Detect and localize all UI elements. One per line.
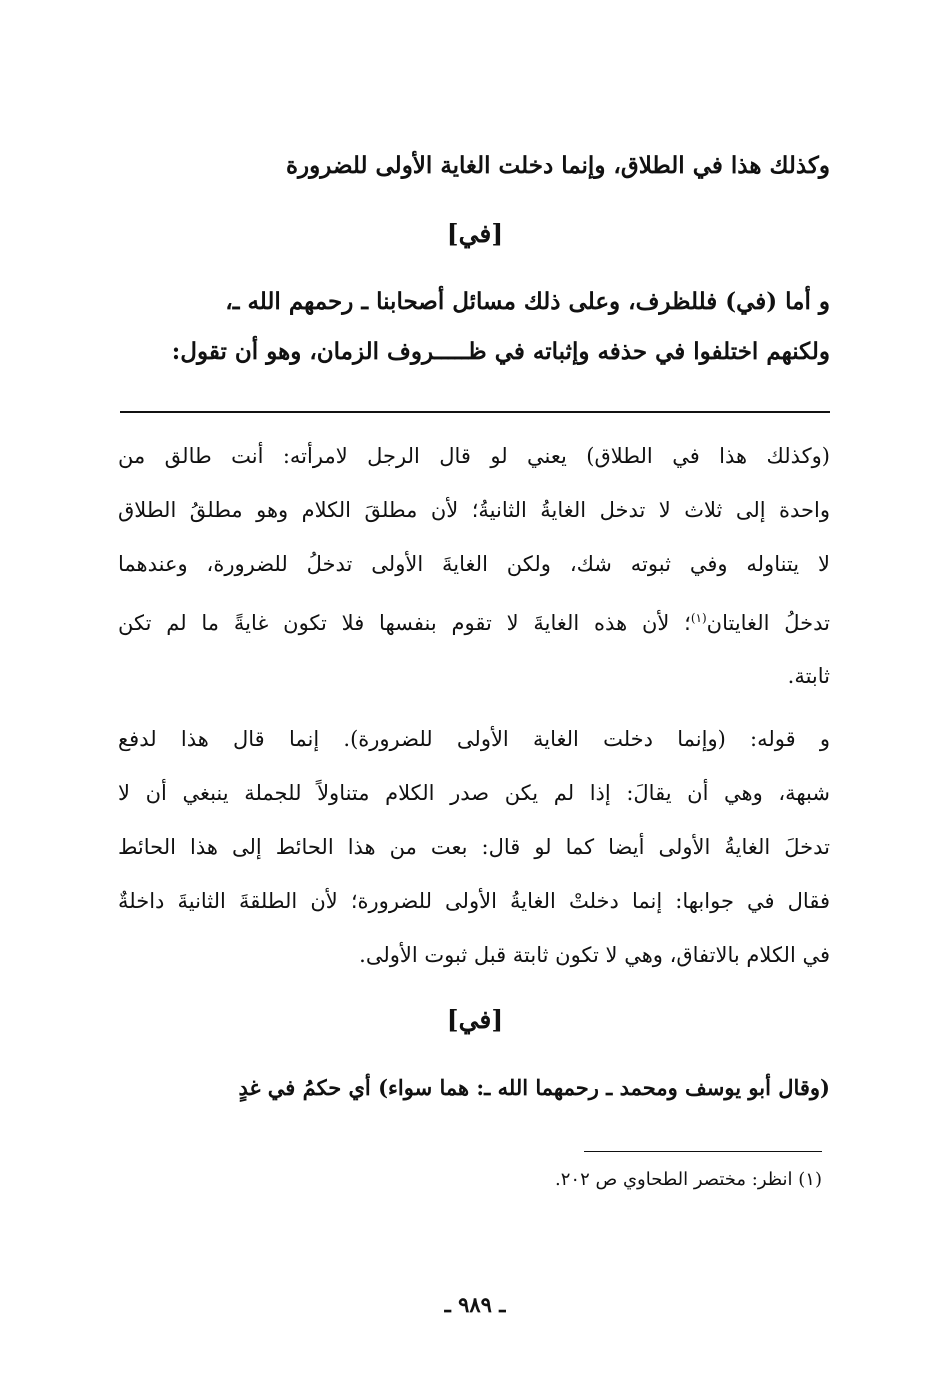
commentary-line: (وقال أبو يوسف ومحمد ـ رحمهما الله ـ: هما سواء) أي حكمُ في غدٍ — [238, 1075, 830, 1100]
commentary-text: تدخلُ الغايتان — [706, 611, 830, 635]
commentary-line: و قوله: (وإنما دخلت الغاية الأولى للضرورة). إنما قال هذا لدفع — [118, 727, 830, 751]
commentary-line: (وكذلك هذا في الطلاق) يعني لو قال الرجل لامرأته: أنت طالق من — [118, 444, 830, 468]
section-heading-fi: [في] — [446, 1005, 504, 1034]
commentary-line: واحدة إلى ثلاث لا تدخل الغايةُ الثانيةُ؛ لأن مطلقَ الكلام وهو مطلقُ الطلاق — [118, 498, 830, 522]
main-text-separator — [120, 411, 830, 413]
commentary-line: فقال في جوابها: إنما دخلتْ الغايةُ الأولى للضرورة؛ لأن الطلقةَ الثانيةَ داخلةٌ — [118, 889, 830, 913]
main-text-line-1: وكذلك هذا في الطلاق، وإنما دخلت الغاية الأولى للضرورة — [285, 152, 830, 179]
main-text-line-2: و أما (في) فللظرف، وعلى ذلك مسائل أصحابنا ـ رحمهم الله ـ، — [225, 288, 830, 315]
footnote-separator — [584, 1151, 822, 1152]
commentary-line: تدخلَ الغايةُ الأولى أيضا كما لو قال: بعت من هذا الحائط إلى هذا الحائط — [118, 835, 830, 859]
commentary-line: شبهة، وهي أن يقالَ: إذا لم يكن صدر الكلام متناولاً للجملة ينبغي أن لا — [118, 781, 830, 805]
main-text-line-3: ولكنهم اختلفوا في حذفه وإثباته في ظـــــروف الزمان، وهو أن تقول: — [171, 338, 830, 365]
footnote-reference: (١) — [690, 611, 707, 625]
footnote: (١) انظر: مختصر الطحاوي ص ٢٠٢. — [555, 1169, 822, 1190]
section-heading-fi: [في] — [446, 219, 504, 248]
commentary-line: ثابتة. — [787, 664, 830, 688]
page-number: ـ ٩٨٩ ـ — [444, 1292, 506, 1317]
commentary-line: لا يتناوله وفي ثبوته شك، ولكن الغايةَ الأولى تدخلُ للضرورة، وعندهما — [118, 552, 830, 576]
commentary-line: في الكلام بالاتفاق، وهي لا تكون ثابتة قبل ثبوت الأولى. — [359, 943, 830, 967]
commentary-text: ؛ لأن هذه الغايةَ لا تقوم بنفسها فلا تكون غايةً ما لم تكن — [118, 611, 691, 635]
commentary-line-with-footnote — [118, 598, 830, 643]
